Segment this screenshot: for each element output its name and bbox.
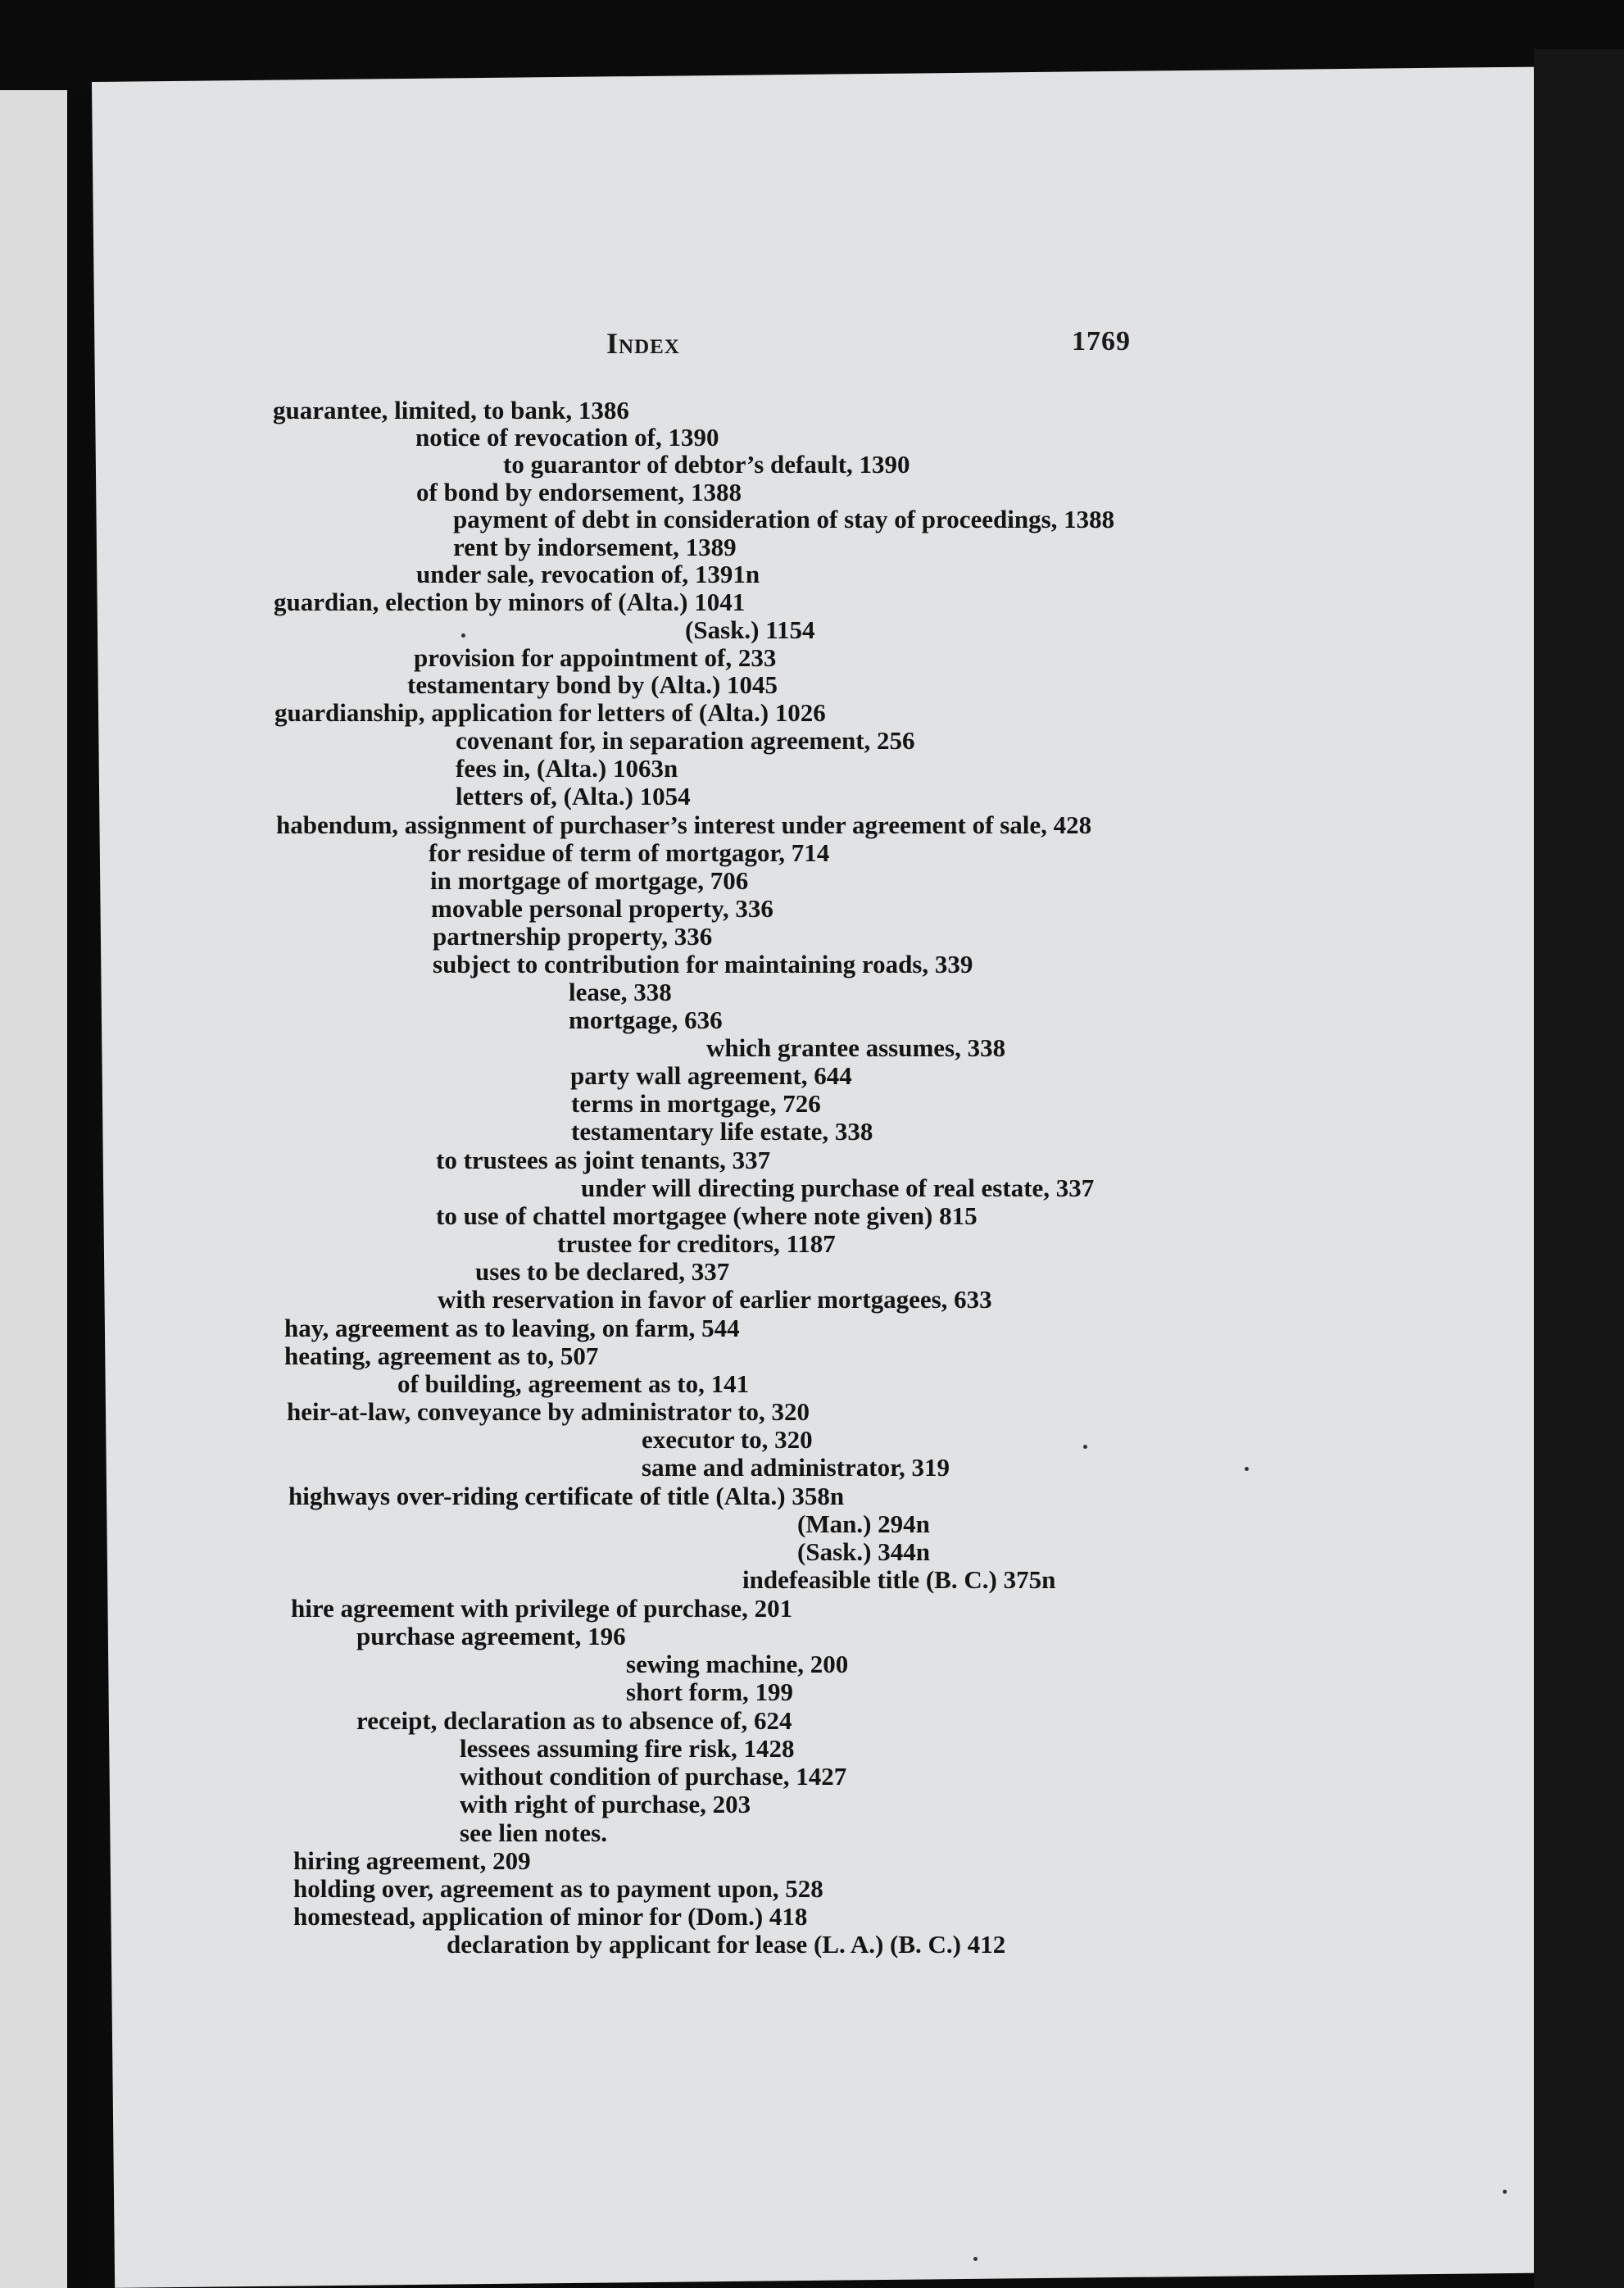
dust-speck <box>1083 1445 1087 1449</box>
dust-speck <box>973 2257 978 2261</box>
index-line: to guarantor of debtor’s default, 1390 <box>503 450 910 479</box>
index-line: see lien notes. <box>460 1818 607 1847</box>
book-gutter <box>67 90 92 2288</box>
index-line: heir-at-law, conveyance by administrator to, 320 <box>287 1397 810 1426</box>
dust-speck <box>1245 1467 1249 1471</box>
index-line: payment of debt in consideration of stay of proceedings, 1388 <box>453 505 1115 533</box>
dust-speck <box>1503 2190 1507 2194</box>
index-line: guardian, election by minors of (Alta.) 1041 <box>274 588 746 616</box>
index-line: with right of purchase, 203 <box>460 1790 751 1818</box>
index-line: of building, agreement as to, 141 <box>397 1369 750 1398</box>
index-line: letters of, (Alta.) 1054 <box>456 782 691 810</box>
index-line: mortgage, 636 <box>569 1006 723 1034</box>
index-line: (Sask.) 344n <box>797 1537 930 1566</box>
index-line: with reservation in favor of earlier mortgagees, 633 <box>438 1285 992 1314</box>
index-line: lease, 338 <box>569 978 672 1006</box>
dust-speck <box>461 633 465 638</box>
index-line: movable personal property, 336 <box>431 894 773 923</box>
index-line: indefeasible title (B. C.) 375n <box>742 1565 1056 1594</box>
index-line: to trustees as joint tenants, 337 <box>436 1146 771 1174</box>
index-line: testamentary bond by (Alta.) 1045 <box>407 670 778 699</box>
index-line: purchase agreement, 196 <box>356 1622 626 1650</box>
index-line: in mortgage of mortgage, 706 <box>430 866 749 895</box>
index-line: same and administrator, 319 <box>642 1453 950 1482</box>
index-line: provision for appointment of, 233 <box>414 643 777 672</box>
index-line: guarantee, limited, to bank, 1386 <box>273 396 629 424</box>
left-page-edge <box>0 90 67 2288</box>
index-line: to use of chattel mortgagee (where note given) 815 <box>436 1201 978 1230</box>
index-line: short form, 199 <box>626 1677 794 1706</box>
page-title: Index <box>606 327 680 360</box>
index-line: under sale, revocation of, 1391n <box>416 560 760 588</box>
index-line: notice of revocation of, 1390 <box>415 423 719 452</box>
index-line: trustee for creditors, 1187 <box>557 1229 836 1258</box>
index-line: for residue of term of mortgagor, 714 <box>429 838 830 867</box>
index-line: without condition of purchase, 1427 <box>460 1762 847 1791</box>
index-line: uses to be declared, 337 <box>475 1257 730 1286</box>
index-line: hiring agreement, 209 <box>293 1846 531 1875</box>
index-line: lessees assuming fire risk, 1428 <box>460 1734 795 1763</box>
index-line: (Sask.) 1154 <box>685 615 815 644</box>
index-line: fees in, (Alta.) 1063n <box>456 754 678 783</box>
index-line: party wall agreement, 644 <box>570 1061 852 1090</box>
index-line: declaration by applicant for lease (L. A.) (B. C.) 412 <box>447 1930 1006 1959</box>
index-line: under will directing purchase of real estate, 337 <box>581 1174 1095 1202</box>
index-line: heating, agreement as to, 507 <box>284 1341 599 1370</box>
index-line: partnership property, 336 <box>433 922 713 951</box>
index-line: guardianship, application for letters of (Alta.) 1026 <box>274 698 826 727</box>
index-line: hire agreement with privilege of purchase, 201 <box>291 1594 793 1623</box>
index-line: hay, agreement as to leaving, on farm, 544 <box>284 1314 740 1342</box>
index-line: receipt, declaration as to absence of, 624 <box>356 1706 792 1735</box>
index-line: which grantee assumes, 338 <box>706 1033 1006 1062</box>
index-line: of bond by endorsement, 1388 <box>416 478 742 506</box>
index-line: executor to, 320 <box>642 1425 813 1454</box>
index-line: habendum, assignment of purchaser’s interest under agreement of sale, 428 <box>276 810 1092 839</box>
index-line: (Man.) 294n <box>797 1509 930 1538</box>
index-line: subject to contribution for maintaining roads, 339 <box>433 950 973 978</box>
index-line: covenant for, in separation agreement, 256 <box>456 726 915 755</box>
index-line: terms in mortgage, 726 <box>571 1089 821 1118</box>
index-line: sewing machine, 200 <box>626 1650 849 1678</box>
index-line: rent by indorsement, 1389 <box>453 533 737 561</box>
index-line: homestead, application of minor for (Dom.) 418 <box>293 1902 808 1931</box>
index-line: holding over, agreement as to payment upon, 528 <box>293 1874 823 1903</box>
index-line: testamentary life estate, 338 <box>571 1117 873 1146</box>
scan-border <box>1534 49 1624 2288</box>
page-number: 1769 <box>1072 326 1131 356</box>
index-line: highways over-riding certificate of title (Alta.) 358n <box>288 1482 845 1510</box>
